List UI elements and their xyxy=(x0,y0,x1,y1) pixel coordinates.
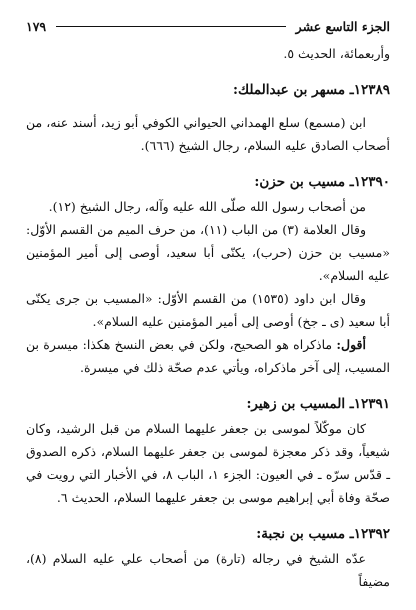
entry-12390 xyxy=(26,169,390,379)
entry-heading: ١٢٣٩٢ـ مسيب بن نجبة: xyxy=(256,526,390,542)
entry-12392 xyxy=(26,521,390,593)
entry-12391 xyxy=(26,391,390,509)
page-number: ١٧٩ xyxy=(26,18,47,34)
entry-heading: ١٢٣٨٩ـ مسهر بن عبدالملك: xyxy=(232,82,390,98)
entry-paragraph: وقال العلامة (٣) من الباب (١١)، من حرف الميم من القسم الأوّل: «مسيب بن حزن (حرب)، يكنّى أبا سعيد، أوصى إلى أمير المؤمنين عليه السلام». xyxy=(26,222,390,283)
entry-paragraph: وقال ابن داود (١٥٣٥) من القسم الأوّل: «المسيب بن جرى يكنّى أبا سعيد (ى ـ جخ) أوصى إلى أمير المؤمنين عليه السلام». xyxy=(26,291,390,329)
aqul-label: أقول: xyxy=(336,337,366,352)
aqul-paragraph xyxy=(26,333,390,379)
entry-12389 xyxy=(26,77,390,157)
running-header xyxy=(26,16,390,36)
entry-paragraph: كان موكّلاً لموسى بن جعفر عليهما السلام من قبل الرشيد، وكان شيعياً، وقد ذكر معجزة لموسى بن جعفر عليهما السلام، ذكره الصدوق ـ قدّس سرّه ـ في العيون: الجزء ١، الباب ٨، في الأخبار التي رويت في صحّة وفاة أبي إبراهيم موسى بن جعفر عليهما السلام، الحديث ٦. xyxy=(26,421,390,505)
entry-heading: ١٢٣٩٠ـ مسيب بن حزن: xyxy=(254,174,390,190)
entry-paragraph: ابن (مسمع) سلع الهمداني الحيواني الكوفي أبو زيد، أسند عنه، من أصحاب الصادق عليه السلام، رجال الشيخ (٦٦٦). xyxy=(26,115,390,153)
running-title: الجزء التاسع عشر xyxy=(295,18,390,34)
entry-paragraph: من أصحاب رسول الله صلّى الله عليه وآله، رجال الشيخ (١٢). xyxy=(48,199,366,214)
entry-paragraph: عدّه الشيخ في رجاله (تارة) من أصحاب علي عليه السلام (٨)، مضيفاً xyxy=(26,551,390,589)
entry-heading: ١٢٣٩١ـ المسيب بن زهير: xyxy=(246,396,390,412)
aqul-text: ماذكراه هو الصحيح، ولكن في بعض النسخ هكذا: ميسرة بن المسيب، إلى آخر ماذكراه، ويأتي عدم صحّة ذلك في ميسرة. xyxy=(26,337,390,375)
continuation-text: وأربعمائة، الحديث ٥. xyxy=(283,46,390,61)
header-rule xyxy=(56,26,286,27)
